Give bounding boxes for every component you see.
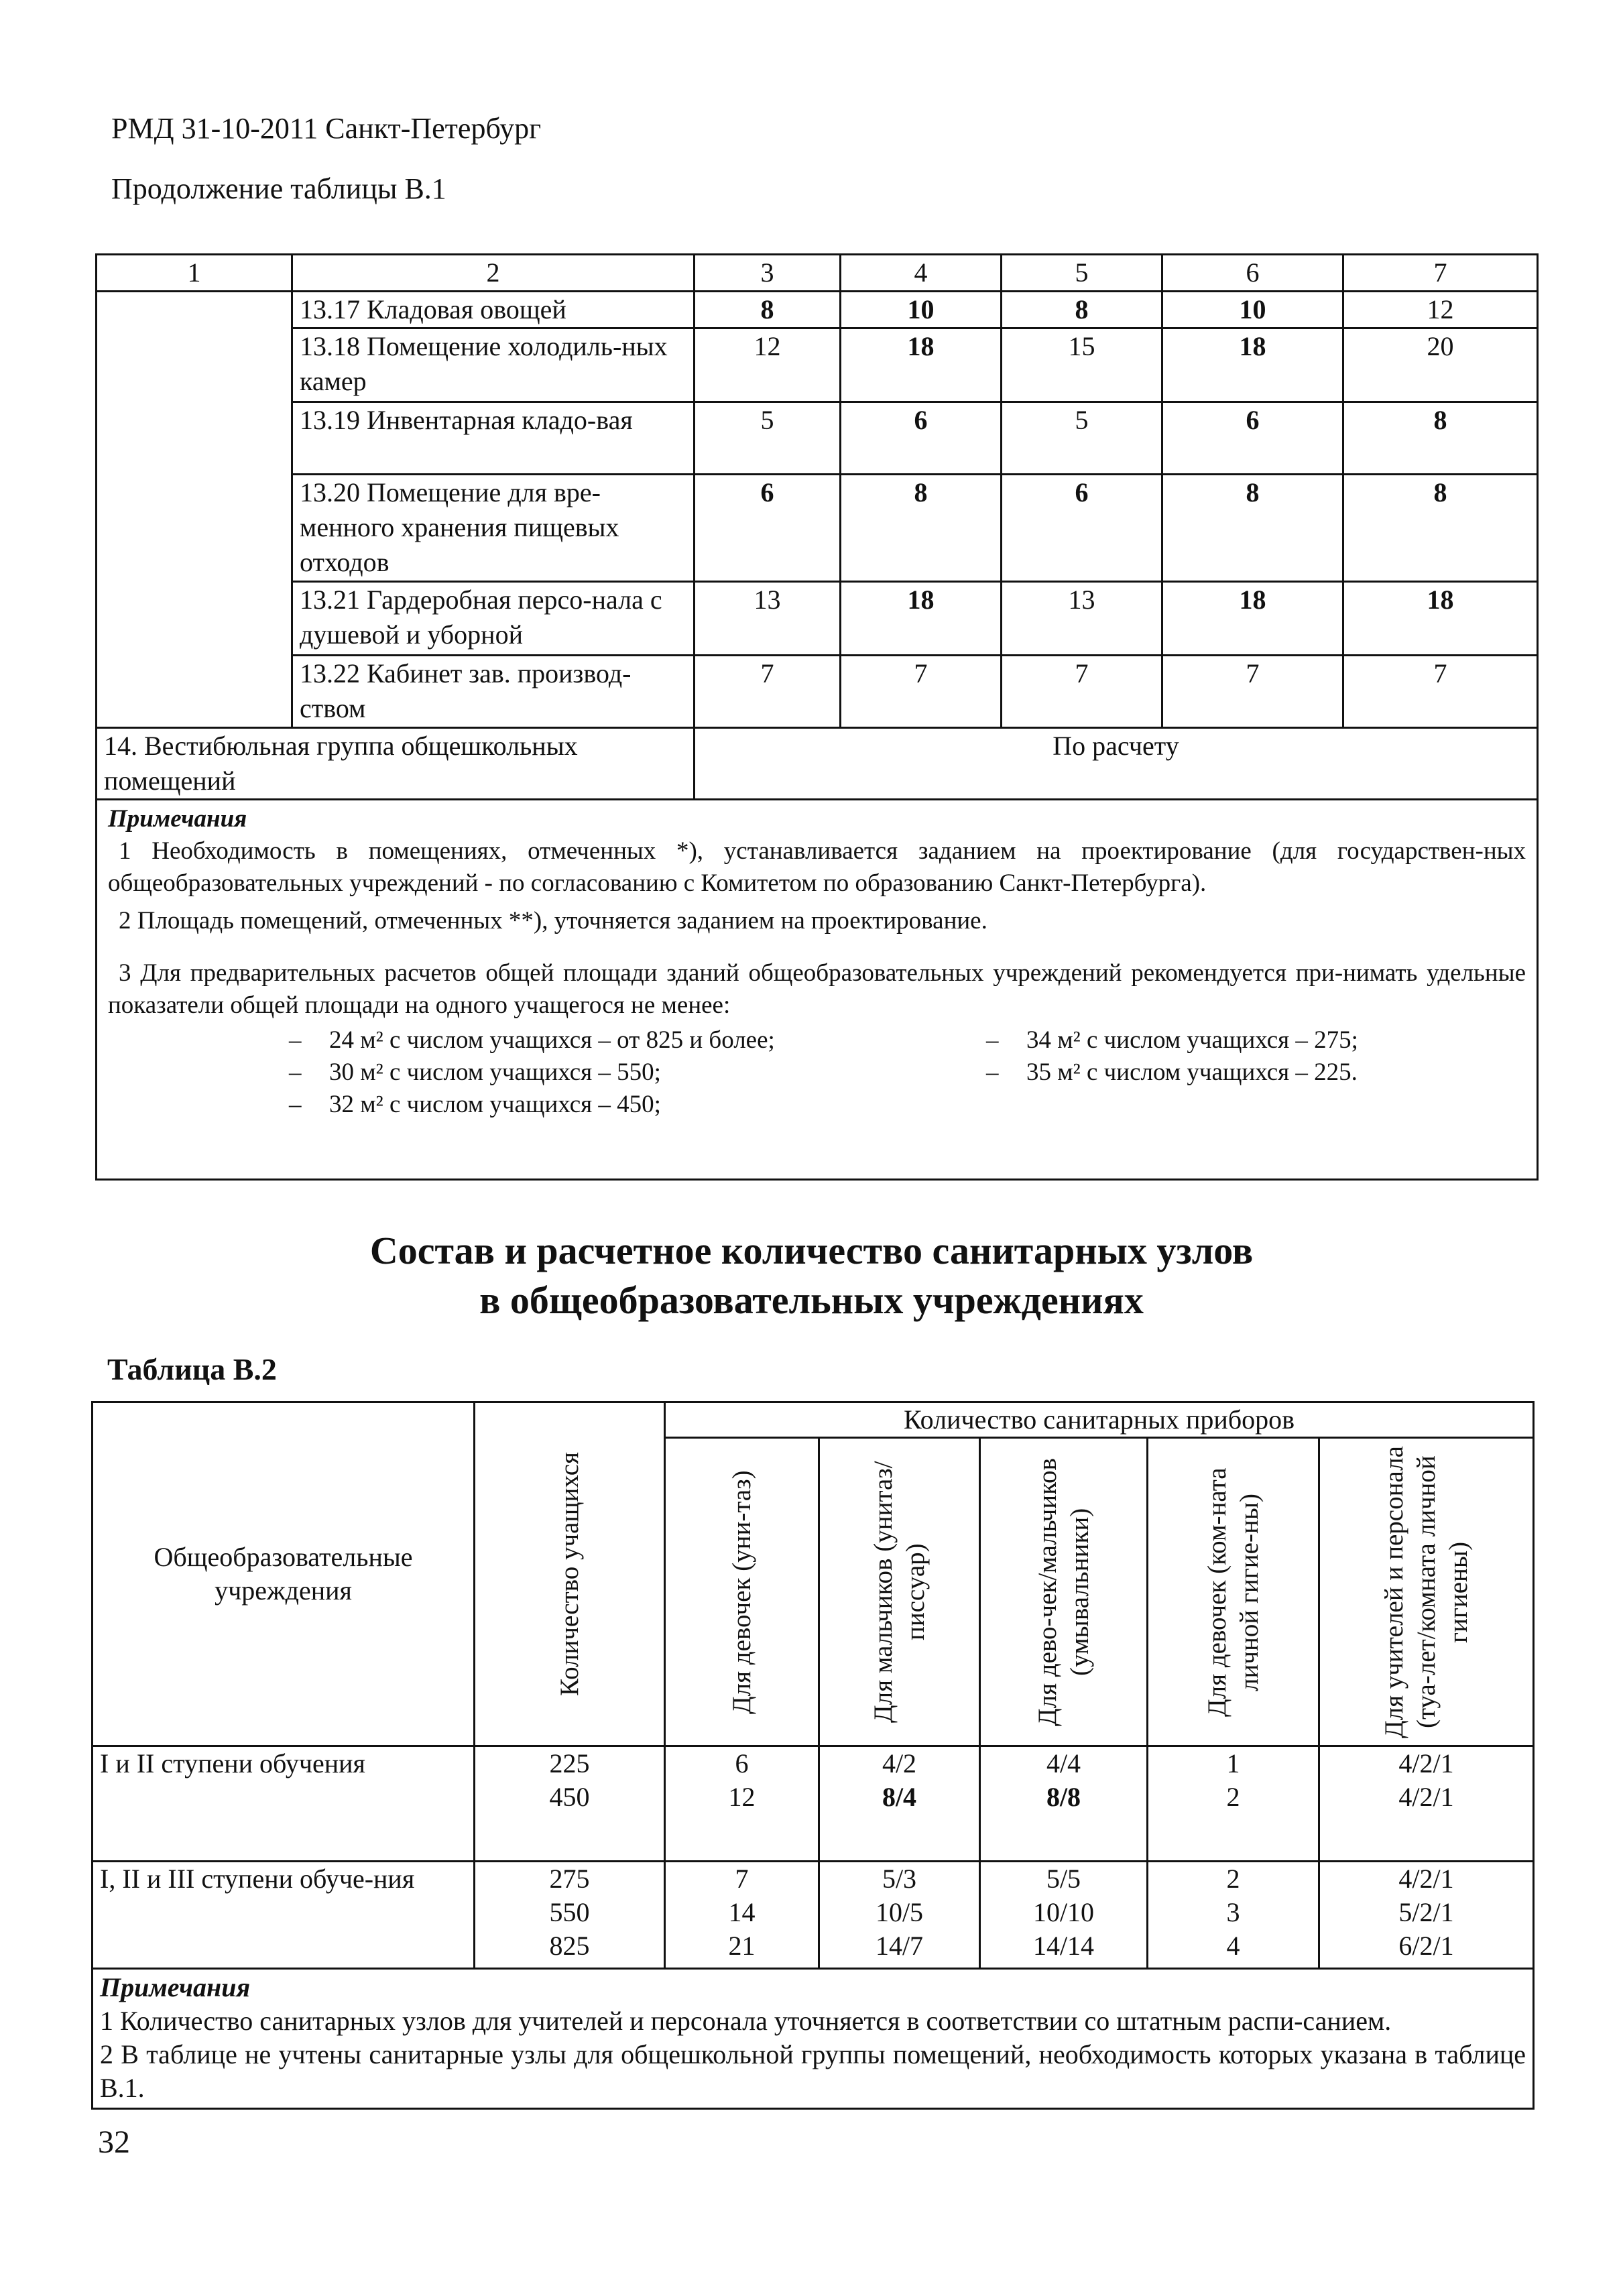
value-cell: 7 (1002, 656, 1162, 728)
room-name: 13.19 Инвентарная кладо-вая (292, 402, 695, 475)
value-cell: 15 (1002, 328, 1162, 402)
note-1: 1 Необходимость в помещениях, отмеченных *), устанавливается заданием на проектирование (для государствен-ных общеобразовательных учреждений - по согласованию с Комитетом по образованию Санкт-Петербурга). (108, 837, 1526, 897)
value-cell: 5 (695, 402, 841, 475)
value-cell: 275 550 825 (475, 1862, 665, 1969)
value-cell: 8 (1343, 475, 1538, 582)
value-cell: 5/5 10/10 14/14 (980, 1862, 1148, 1969)
col-institution: Общеобразовательные учреждения (93, 1402, 475, 1746)
value-cell: 6 12 (665, 1746, 819, 1862)
continuation-label: Продолжение таблицы В.1 (111, 172, 446, 205)
col-students-label: Количество учащихся (554, 1452, 584, 1696)
value-cell: 4/4 8/8 (980, 1746, 1148, 1862)
subcol-boys: Для мальчиков (унитаз/писсуар) (819, 1438, 980, 1746)
note-2: 2 Площадь помещений, отмеченных **), уточняется заданием на проектирование. (119, 907, 987, 934)
value-cell: 8 (1162, 475, 1343, 582)
notes-cell (93, 1969, 1534, 2109)
bullets (108, 1024, 1526, 1121)
value-cell: 8 (695, 292, 841, 328)
table-b1 (95, 253, 1539, 1181)
notes-row (97, 800, 1538, 1180)
col-group-fixtures: Количество санитарных приборов (665, 1402, 1534, 1438)
value-cell: 18 (1162, 328, 1343, 402)
value-cell: 6 (695, 475, 841, 582)
value-cell: 8 (1343, 402, 1538, 475)
calculated-value: По расчету (695, 728, 1538, 800)
value-cell: 18 (1162, 582, 1343, 656)
bullets-right (986, 1024, 1358, 1121)
institution-name: I и II ступени обучения (93, 1746, 475, 1862)
note-1: 1 Количество санитарных узлов для учителей и персонала уточняется в соответствии со штатным распи-санием. (100, 2006, 1392, 2036)
value-cell: 5/3 10/5 14/7 (819, 1862, 980, 1969)
value-cell: 8 (1002, 292, 1162, 328)
col-number: 6 (1162, 255, 1343, 292)
value-cell: 18 (841, 328, 1002, 402)
col-number: 4 (841, 255, 1002, 292)
room-name: 13.21 Гардеробная персо-нала с душевой и уборной (292, 582, 695, 656)
value-cell: 2 3 4 (1148, 1862, 1319, 1969)
col-number: 1 (97, 255, 292, 292)
value-cell: 13 (1002, 582, 1162, 656)
value-cell: 7 14 21 (665, 1862, 819, 1969)
bullet-dash: – (289, 1091, 302, 1118)
value-cell: 6 (1162, 402, 1343, 475)
bullet-item: 30 м² с числом учащихся – 550; (329, 1059, 661, 1086)
table-b2 (91, 1401, 1535, 2110)
bullet-item: 24 м² с числом учащихся – от 825 и более; (329, 1026, 775, 1054)
col-number: 3 (695, 255, 841, 292)
value-cell: 6 (841, 402, 1002, 475)
room-name: 13.20 Помещение для вре-менного хранения пищевых отходов (292, 475, 695, 582)
value-cell: 12 (695, 328, 841, 402)
notes-row (93, 1969, 1534, 2109)
value-cell: 7 (1343, 656, 1538, 728)
value-cell: 20 (1343, 328, 1538, 402)
subcol-hygiene-room: Для девочек (ком-ната личной гигие-ны) (1148, 1438, 1319, 1746)
room-group-name: 14. Вестибюльная группа общешкольных помещений (97, 728, 695, 800)
value-cell: 10 (841, 292, 1002, 328)
subcol-staff: Для учителей и персонала (туа-лет/комната личной гигиены) (1319, 1438, 1534, 1746)
group-cell (97, 292, 292, 728)
col-students (475, 1402, 665, 1746)
table-row (97, 656, 1538, 728)
col-number: 5 (1002, 255, 1162, 292)
table-row (97, 328, 1538, 402)
room-name: 13.22 Кабинет зав. производ-ством (292, 656, 695, 728)
col-number: 7 (1343, 255, 1538, 292)
value-cell: 5 (1002, 402, 1162, 475)
value-cell: 6 (1002, 475, 1162, 582)
bullets-left (108, 1024, 986, 1121)
table-row (97, 728, 1538, 800)
value-cell: 4/2 8/4 (819, 1746, 980, 1862)
note-2: 2 В таблице не учтены санитарные узлы для общешкольной группы помещений, необходимость которых указана в таблице В.1. (100, 2039, 1526, 2103)
table-row (97, 292, 1538, 328)
bullet-dash: – (986, 1059, 999, 1086)
bullet-dash: – (289, 1059, 302, 1086)
institution-name: I, II и III ступени обуче-ния (93, 1862, 475, 1969)
value-cell: 225 450 (475, 1746, 665, 1862)
table-b2-caption: Таблица В.2 (107, 1352, 277, 1386)
table-row (97, 475, 1538, 582)
room-name: 13.18 Помещение холодиль-ных камер (292, 328, 695, 402)
value-cell: 7 (841, 656, 1002, 728)
value-cell: 7 (1162, 656, 1343, 728)
notes-title: Примечания (108, 805, 247, 833)
bullet-dash: – (289, 1026, 302, 1054)
value-cell: 8 (841, 475, 1002, 582)
header-row (93, 1402, 1534, 1438)
bullet-item: 34 м² с числом учащихся – 275; (1026, 1026, 1358, 1054)
table-row (97, 402, 1538, 475)
value-cell: 12 (1343, 292, 1538, 328)
value-cell: 13 (695, 582, 841, 656)
table-row (97, 582, 1538, 656)
bullet-dash: – (986, 1026, 999, 1054)
value-cell: 4/2/1 4/2/1 (1319, 1746, 1534, 1862)
value-cell: 1 2 (1148, 1746, 1319, 1862)
subcol-sinks: Для дево-чек/мальчиков (умывальники) (980, 1438, 1148, 1746)
note-3: 3 Для предварительных расчетов общей площади зданий общеобразовательных учреждений рекомендуется при-нимать удельные показатели общей площади на одного учащегося не менее: (108, 959, 1526, 1019)
doc-code: РМД 31-10-2011 Санкт-Петербург (111, 112, 542, 145)
page-number: 32 (98, 2124, 130, 2160)
section-title-line-1: Состав и расчетное количество санитарных узлов (369, 1229, 1254, 1272)
column-number-row (97, 255, 1538, 292)
table-row (93, 1746, 1534, 1862)
value-cell: 18 (1343, 582, 1538, 656)
notes-cell (97, 800, 1538, 1180)
section-title-line-2: в общеобразовательных учреждениях (479, 1278, 1144, 1322)
room-name: 13.17 Кладовая овощей (292, 292, 695, 328)
table-row (93, 1862, 1534, 1969)
value-cell: 18 (841, 582, 1002, 656)
bullet-item: 32 м² с числом учащихся – 450; (329, 1091, 661, 1118)
value-cell: 7 (695, 656, 841, 728)
col-number: 2 (292, 255, 695, 292)
notes-title: Примечания (100, 1972, 251, 2002)
subcol-girls-toilet: Для девочек (уни-таз) (665, 1438, 819, 1746)
bullet-item: 35 м² с числом учащихся – 225. (1026, 1059, 1358, 1086)
value-cell: 10 (1162, 292, 1343, 328)
value-cell: 4/2/1 5/2/1 6/2/1 (1319, 1862, 1534, 1969)
